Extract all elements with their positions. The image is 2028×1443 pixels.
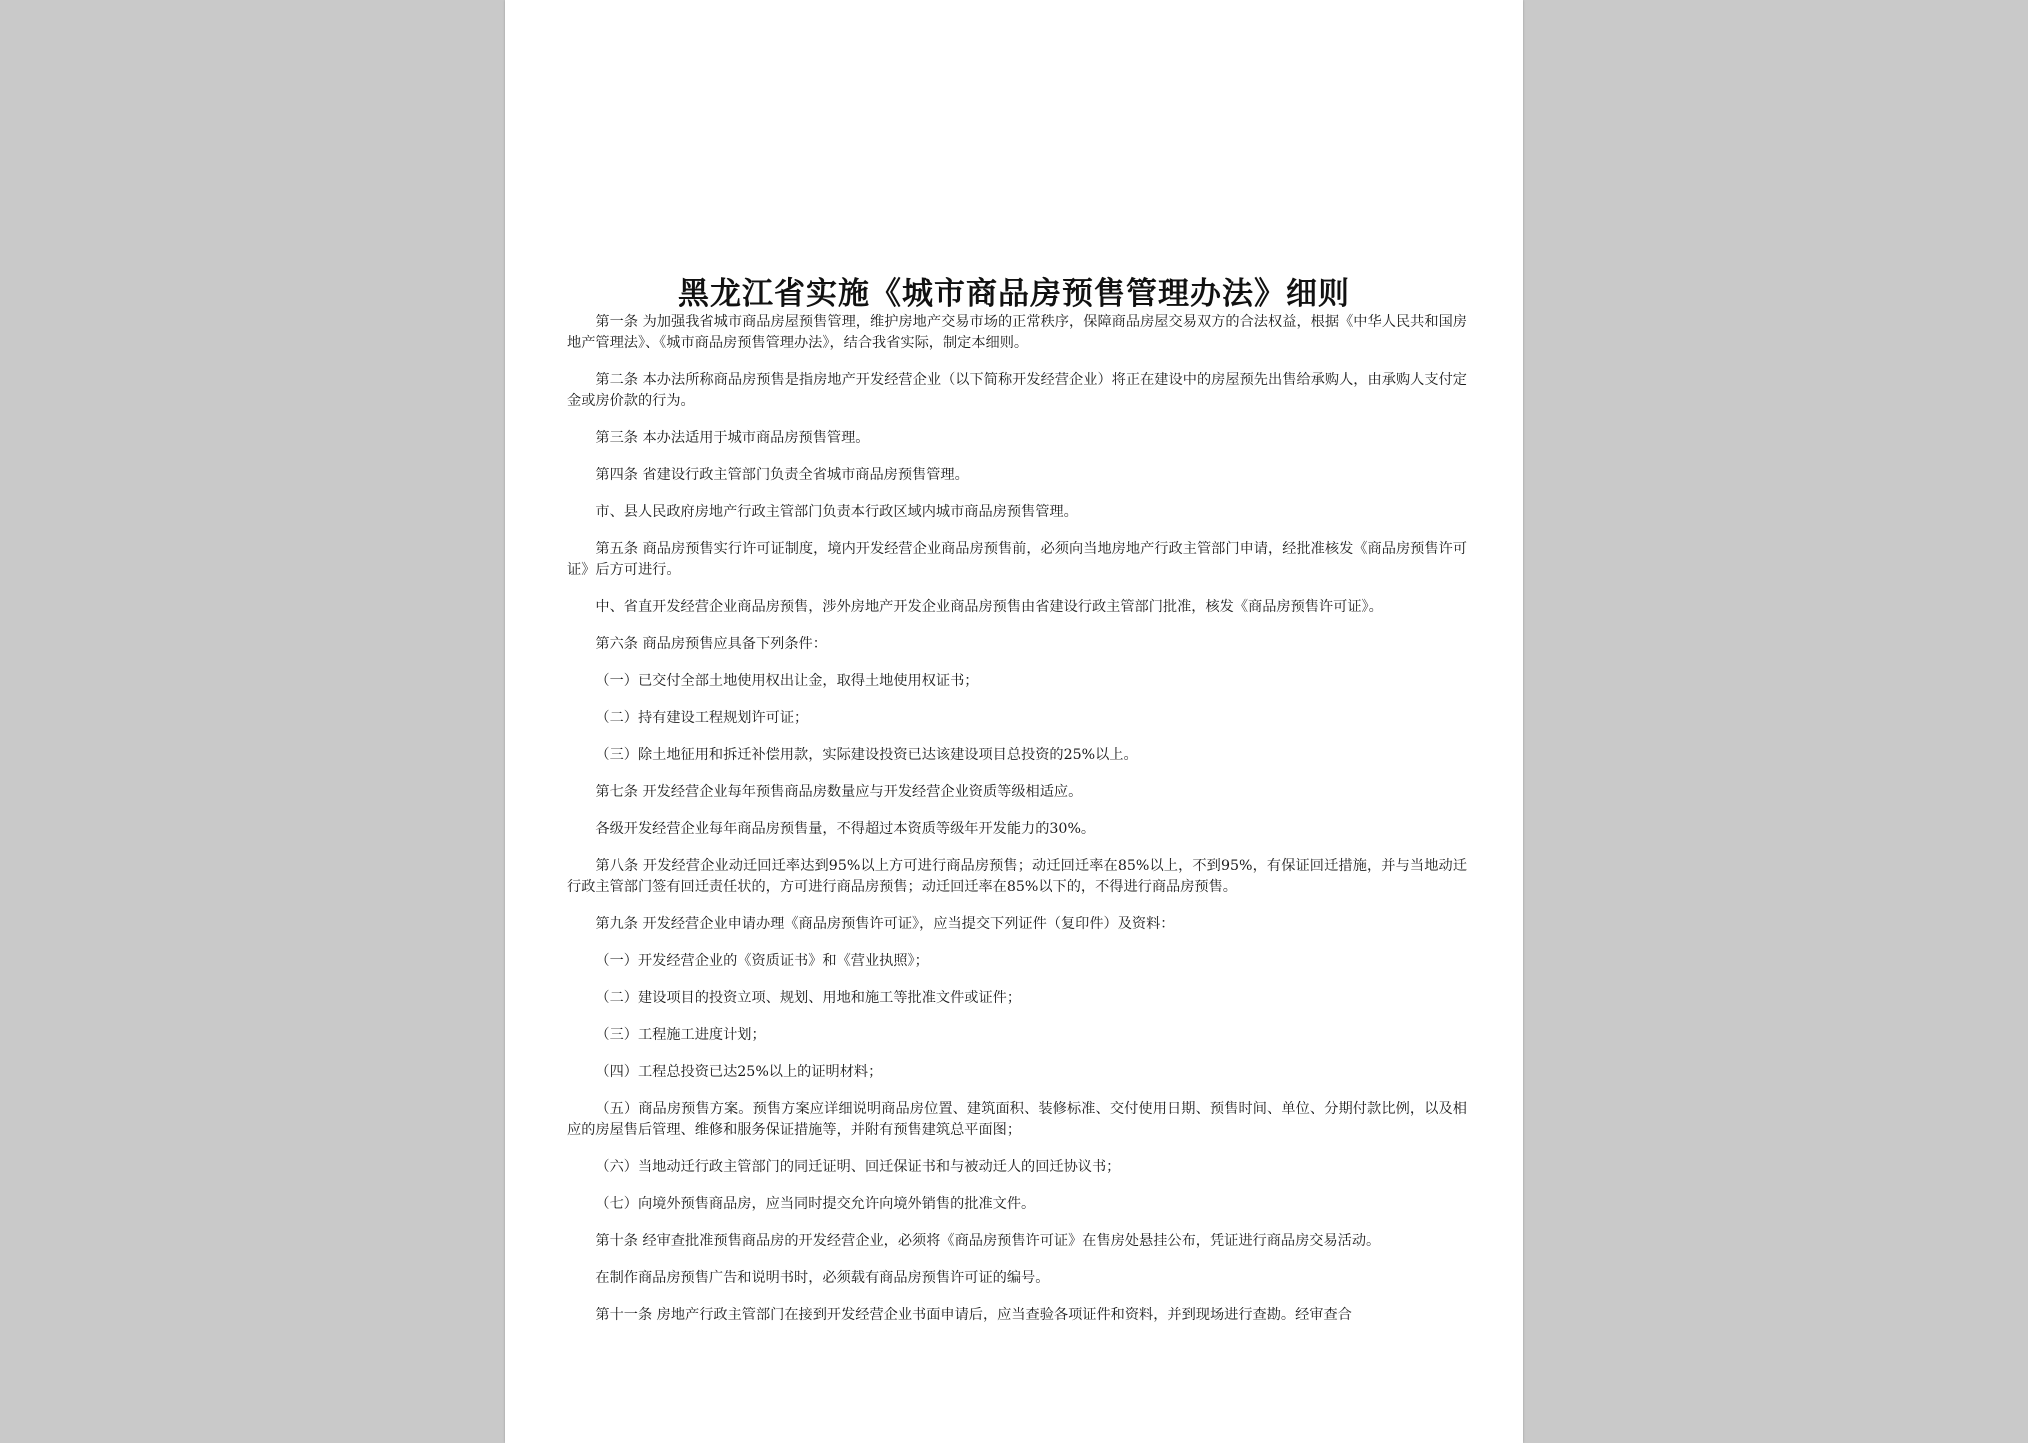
- article-10-paragraph-2: 在制作商品房预售广告和说明书时，必须载有商品房预售许可证的编号。: [595, 1270, 1050, 1286]
- article-9-item-2: （二）建设项目的投资立项、规划、用地和施工等批准文件或证件；: [595, 990, 1022, 1006]
- article-9: 第九条 开发经营企业申请办理《商品房预售许可证》，应当提交下列证件（复印件）及资料：: [595, 916, 1175, 932]
- article-5: 第五条 商品房预售实行许可证制度，境内开发经营企业商品房预售前，必须向当地房地产行政主管部门申请，经批准核发《商品房预售许可证》后方可进行。: [567, 541, 1467, 578]
- article-9-item-6: （六）当地动迁行政主管部门的同迁证明、回迁保证书和与被动迁人的回迁协议书；: [595, 1159, 1121, 1175]
- article-4: 第四条 省建设行政主管部门负责全省城市商品房预售管理。: [595, 467, 969, 483]
- article-2: 第二条 本办法所称商品房预售是指房地产开发经营企业（以下简称开发经营企业）将正在建设中的房屋预先出售给承购人，由承购人支付定金或房价款的行为。: [567, 372, 1467, 409]
- article-7-paragraph-2: 各级开发经营企业每年商品房预售量，不得超过本资质等级年开发能力的30%。: [595, 821, 1096, 837]
- article-9-item-1: （一）开发经营企业的《资质证书》和《营业执照》；: [595, 953, 929, 969]
- article-1: 第一条 为加强我省城市商品房屋预售管理，维护房地产交易市场的正常秩序，保障商品房屋交易双方的合法权益，根据《中华人民共和国房地产管理法》、《城市商品房预售管理办法》，结合我省实际，制定本细则。: [567, 314, 1467, 351]
- document-title: 黑龙江省实施《城市商品房预售管理办法》细则: [678, 276, 1350, 312]
- article-8: 第八条 开发经营企业动迁回迁率达到95%以上方可进行商品房预售；动迁回迁率在85%以上，不到95%，有保证回迁措施，并与当地动迁行政主管部门签有回迁责任状的，方可进行商品房预售；动迁回迁率在85%以下的，不得进行商品房预售。: [567, 858, 1467, 895]
- article-4-paragraph-2: 市、县人民政府房地产行政主管部门负责本行政区域内城市商品房预售管理。: [595, 504, 1078, 520]
- document-body: [567, 312, 1467, 1342]
- article-6: 第六条 商品房预售应具备下列条件：: [595, 636, 827, 652]
- article-9-item-5: （五）商品房预售方案。预售方案应详细说明商品房位置、建筑面积、装修标准、交付使用日期、预售时间、单位、分期付款比例，以及相应的房屋售后管理、维修和服务保证措施等，并附有预售建筑总平面图；: [567, 1101, 1467, 1138]
- article-10: 第十条 经审查批准预售商品房的开发经营企业，必须将《商品房预售许可证》在售房处悬挂公布，凭证进行商品房交易活动。: [595, 1233, 1381, 1249]
- article-3: 第三条 本办法适用于城市商品房预售管理。: [595, 430, 870, 446]
- article-5-paragraph-2: 中、省直开发经营企业商品房预售，涉外房地产开发企业商品房预售由省建设行政主管部门批准，核发《商品房预售许可证》。: [595, 599, 1383, 615]
- article-9-item-3: （三）工程施工进度计划；: [595, 1027, 766, 1043]
- document-page: [505, 0, 1523, 1443]
- article-6-item-1: （一）已交付全部土地使用权出让金，取得土地使用权证书；: [595, 673, 979, 689]
- article-9-item-4: （四）工程总投资已达25%以上的证明材料；: [595, 1064, 883, 1080]
- article-11: 第十一条 房地产行政主管部门在接到开发经营企业书面申请后，应当查验各项证件和资料，并到现场进行查勘。经审查合: [595, 1307, 1352, 1323]
- article-9-item-7: （七）向境外预售商品房，应当同时提交允许向境外销售的批准文件。: [595, 1196, 1036, 1212]
- article-7: 第七条 开发经营企业每年预售商品房数量应与开发经营企业资质等级相适应。: [595, 784, 1083, 800]
- article-6-item-2: （二）持有建设工程规划许可证；: [595, 710, 809, 726]
- article-6-item-3: （三）除土地征用和拆迁补偿用款，实际建设投资已达该建设项目总投资的25%以上。: [595, 747, 1138, 763]
